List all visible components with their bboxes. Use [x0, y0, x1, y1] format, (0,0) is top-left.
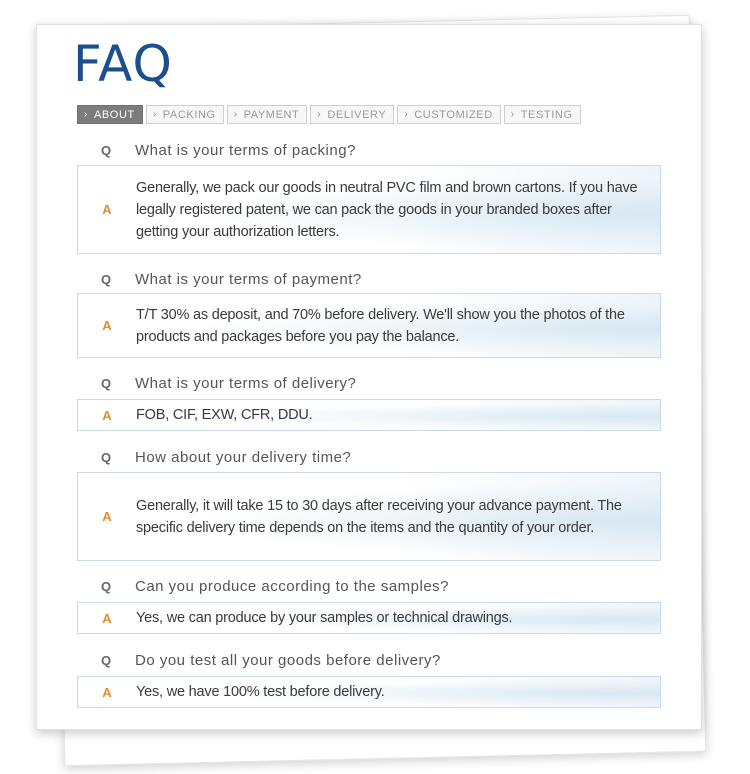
- question-marker: Q: [100, 142, 112, 158]
- tab-label: PACKING: [162, 108, 216, 121]
- chevron-right-icon: ›: [84, 109, 88, 120]
- faq-answer-testing: [77, 676, 661, 708]
- question-text: What is your terms of packing?: [135, 141, 356, 159]
- tab-label: PAYMENT: [243, 108, 300, 121]
- question-marker: Q: [100, 375, 112, 391]
- faq-question-delivery-time: [77, 445, 661, 469]
- tab-delivery[interactable]: [310, 105, 394, 124]
- chevron-right-icon: ›: [233, 109, 238, 120]
- question-text: How about your delivery time?: [135, 448, 352, 466]
- answer-marker: A: [102, 318, 112, 333]
- question-marker: Q: [100, 449, 112, 465]
- faq-answer-delivery: [77, 399, 661, 431]
- answer-marker: A: [102, 684, 112, 700]
- answer-text: Generally, we pack our goods in neutral PVC film and brown cartons. If you have legally registered patent, we can pack the goods in your branded boxes after getting your authorization letters.: [136, 179, 638, 240]
- question-text: What is your terms of delivery?: [135, 374, 357, 392]
- faq-paper: [36, 24, 702, 730]
- answer-marker: A: [102, 610, 112, 626]
- answer-text: Generally, it will take 15 to 30 days after receiving your advance payment. The specific delivery time depends on the items and the quantity of your order.: [136, 497, 622, 536]
- faq-question-packing: [77, 138, 661, 162]
- question-marker: Q: [100, 271, 112, 287]
- faq-answer-samples: [77, 602, 661, 634]
- answer-text: T/T 30% as deposit, and 70% before delivery. We'll show you the photos of the products and packages before you pay the balance.: [136, 306, 625, 345]
- faq-answer-delivery-time: [77, 472, 661, 561]
- tab-label: DELIVERY: [327, 108, 387, 121]
- answer-marker: A: [102, 202, 112, 217]
- tab-bar: [77, 105, 581, 124]
- page-title: FAQ: [73, 35, 173, 93]
- tab-label: TESTING: [520, 108, 573, 121]
- chevron-right-icon: ›: [152, 109, 157, 120]
- chevron-right-icon: ›: [510, 109, 515, 120]
- tab-payment[interactable]: [227, 105, 308, 124]
- tab-label: CUSTOMIZED: [414, 108, 493, 121]
- faq-question-delivery: [77, 371, 661, 395]
- chevron-right-icon: ›: [317, 109, 322, 120]
- tab-customized[interactable]: [397, 105, 500, 124]
- question-text: Do you test all your goods before delivery?: [135, 651, 441, 669]
- faq-answer-packing: [77, 165, 661, 254]
- tab-packing[interactable]: [146, 105, 224, 124]
- faq-question-samples: [77, 574, 661, 598]
- answer-text: Yes, we can produce by your samples or technical drawings.: [136, 610, 513, 626]
- faq-answer-payment: [77, 293, 661, 358]
- tab-about[interactable]: [77, 105, 143, 124]
- answer-text: FOB, CIF, EXW, CFR, DDU.: [136, 407, 313, 423]
- question-text: Can you produce according to the samples?: [135, 577, 450, 595]
- faq-question-testing: [77, 648, 661, 672]
- question-marker: Q: [100, 578, 112, 594]
- chevron-right-icon: ›: [404, 109, 409, 120]
- faq-question-payment: [77, 267, 661, 291]
- tab-label: ABOUT: [93, 108, 135, 121]
- tab-testing[interactable]: [504, 105, 581, 124]
- question-text: What is your terms of payment?: [135, 270, 362, 288]
- question-marker: Q: [100, 652, 112, 668]
- answer-text: Yes, we have 100% test before delivery.: [136, 684, 385, 700]
- answer-marker: A: [102, 509, 112, 524]
- answer-marker: A: [102, 407, 112, 423]
